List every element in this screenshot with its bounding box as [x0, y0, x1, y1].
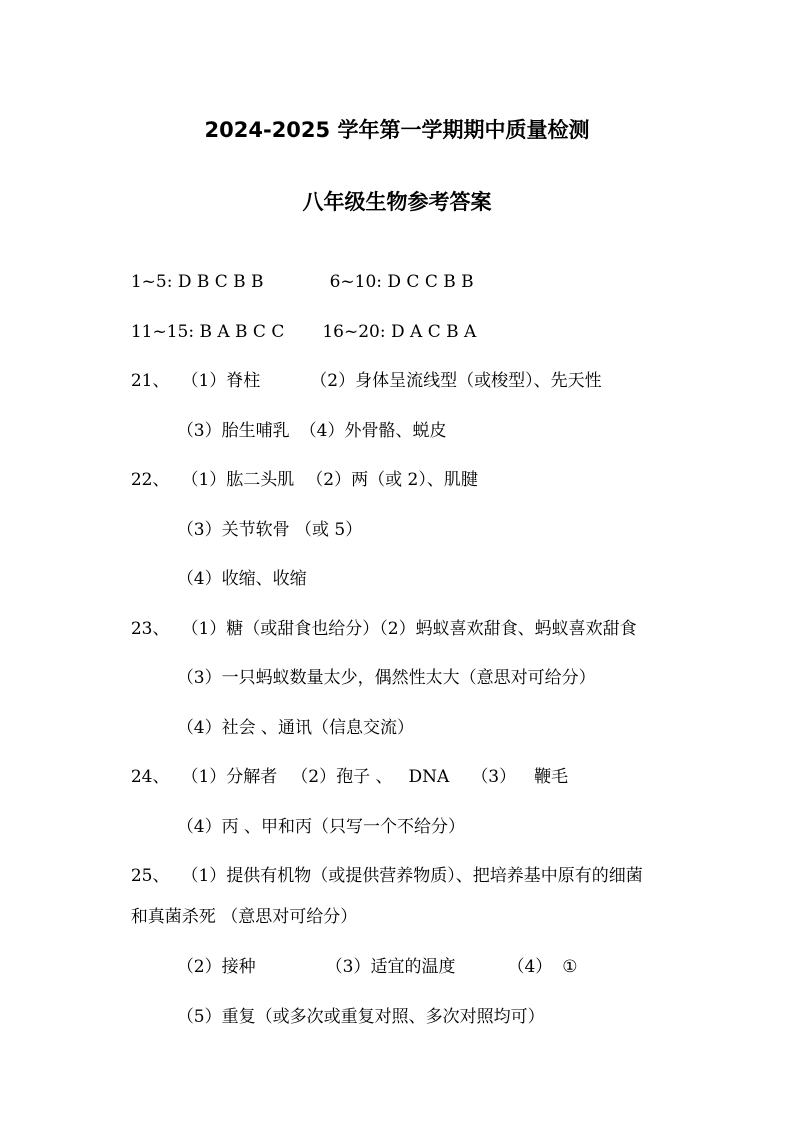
q22-number: 22、 — [130, 470, 170, 490]
q23-number: 23、 — [130, 619, 170, 639]
q23-part-4: （4）社会 、通讯（信息交流） — [176, 718, 415, 738]
q25-line-2 — [120, 881, 357, 929]
q23-line-2 — [166, 642, 596, 690]
q25-part-1: （1）提供有机物（或提供营养物质）、把培养基中原有的细菌 — [181, 866, 643, 886]
q25-part-2: （2）接种 — [176, 957, 256, 977]
page-subtitle: 八年级生物参考答案 — [302, 190, 492, 214]
q23-line-1 — [120, 593, 637, 641]
q23-line-3 — [166, 692, 414, 740]
q22-line-2 — [166, 494, 362, 542]
q24-part-3: （3） — [471, 767, 517, 787]
q22-line-3 — [166, 543, 307, 591]
q24-line-1 — [120, 741, 568, 789]
q21-part-2: （2）身体呈流线型（或梭型）、先天性 — [310, 371, 602, 391]
choice-16-20: 16~20: D A C B A — [322, 322, 477, 342]
q25-part-1-cont: 和真菌杀死 （意思对可给分） — [130, 907, 358, 927]
q25-part-5: （5）重复（或多次或重复对照、多次对照均可） — [176, 1007, 545, 1027]
q24-part-3-answer: 鞭毛 — [534, 767, 569, 787]
q23-part-1: （1）糖（或甜食也给分） — [181, 619, 380, 639]
q21-line-2 — [166, 395, 446, 443]
q24-number: 24、 — [130, 767, 170, 787]
q25-part-4: （4） — [507, 957, 553, 977]
q25-part-3: （3）适宜的温度 — [325, 957, 456, 977]
q21-line-1 — [120, 345, 602, 393]
q24-line-2 — [166, 791, 465, 839]
q25-number: 25、 — [130, 866, 170, 886]
q24-part-2: （2）孢子 、 — [291, 767, 393, 787]
q21-part-3: （3）胎生哺乳 — [176, 421, 290, 441]
q24-part-4: （4）丙 、甲和丙（只写一个不给分） — [176, 817, 466, 837]
q21-number: 21、 — [130, 371, 170, 391]
q24-part-2-dna: DNA — [408, 767, 450, 787]
q22-part-1: （1）肱二头肌 — [181, 470, 295, 490]
q21-part-4: （4）外骨骼、蜕皮 — [299, 421, 447, 441]
q22-part-4: （4）收缩、收缩 — [176, 569, 307, 589]
choice-1-5: 1~5: D B C B B — [130, 272, 264, 292]
choice-11-15: 11~15: B A B C C — [130, 322, 285, 342]
choice-6-10: 6~10: D C C B B — [329, 272, 474, 292]
q24-part-1: （1）分解者 — [181, 767, 278, 787]
q25-line-4 — [166, 981, 545, 1029]
choice-row-1 — [120, 246, 474, 294]
q22-part-3: （3）关节软骨 （或 5） — [176, 520, 363, 540]
q22-line-1 — [120, 444, 478, 492]
q23-part-2: （2）蚂蚁喜欢甜食、蚂蚁喜欢甜食 — [379, 619, 637, 639]
q22-part-2: （2）两（或 2）、肌腱 — [306, 470, 478, 490]
q21-part-1: （1）脊柱 — [181, 371, 261, 391]
choice-row-2 — [120, 296, 476, 344]
q25-part-4-answer: ① — [562, 957, 578, 977]
q23-part-3: （3）一只蚂蚁数量太少，偶然性太大（意思对可给分） — [176, 668, 596, 688]
q25-line-3 — [166, 931, 578, 979]
page-title: 2024-2025 学年第一学期期中质量检测 — [204, 118, 590, 142]
